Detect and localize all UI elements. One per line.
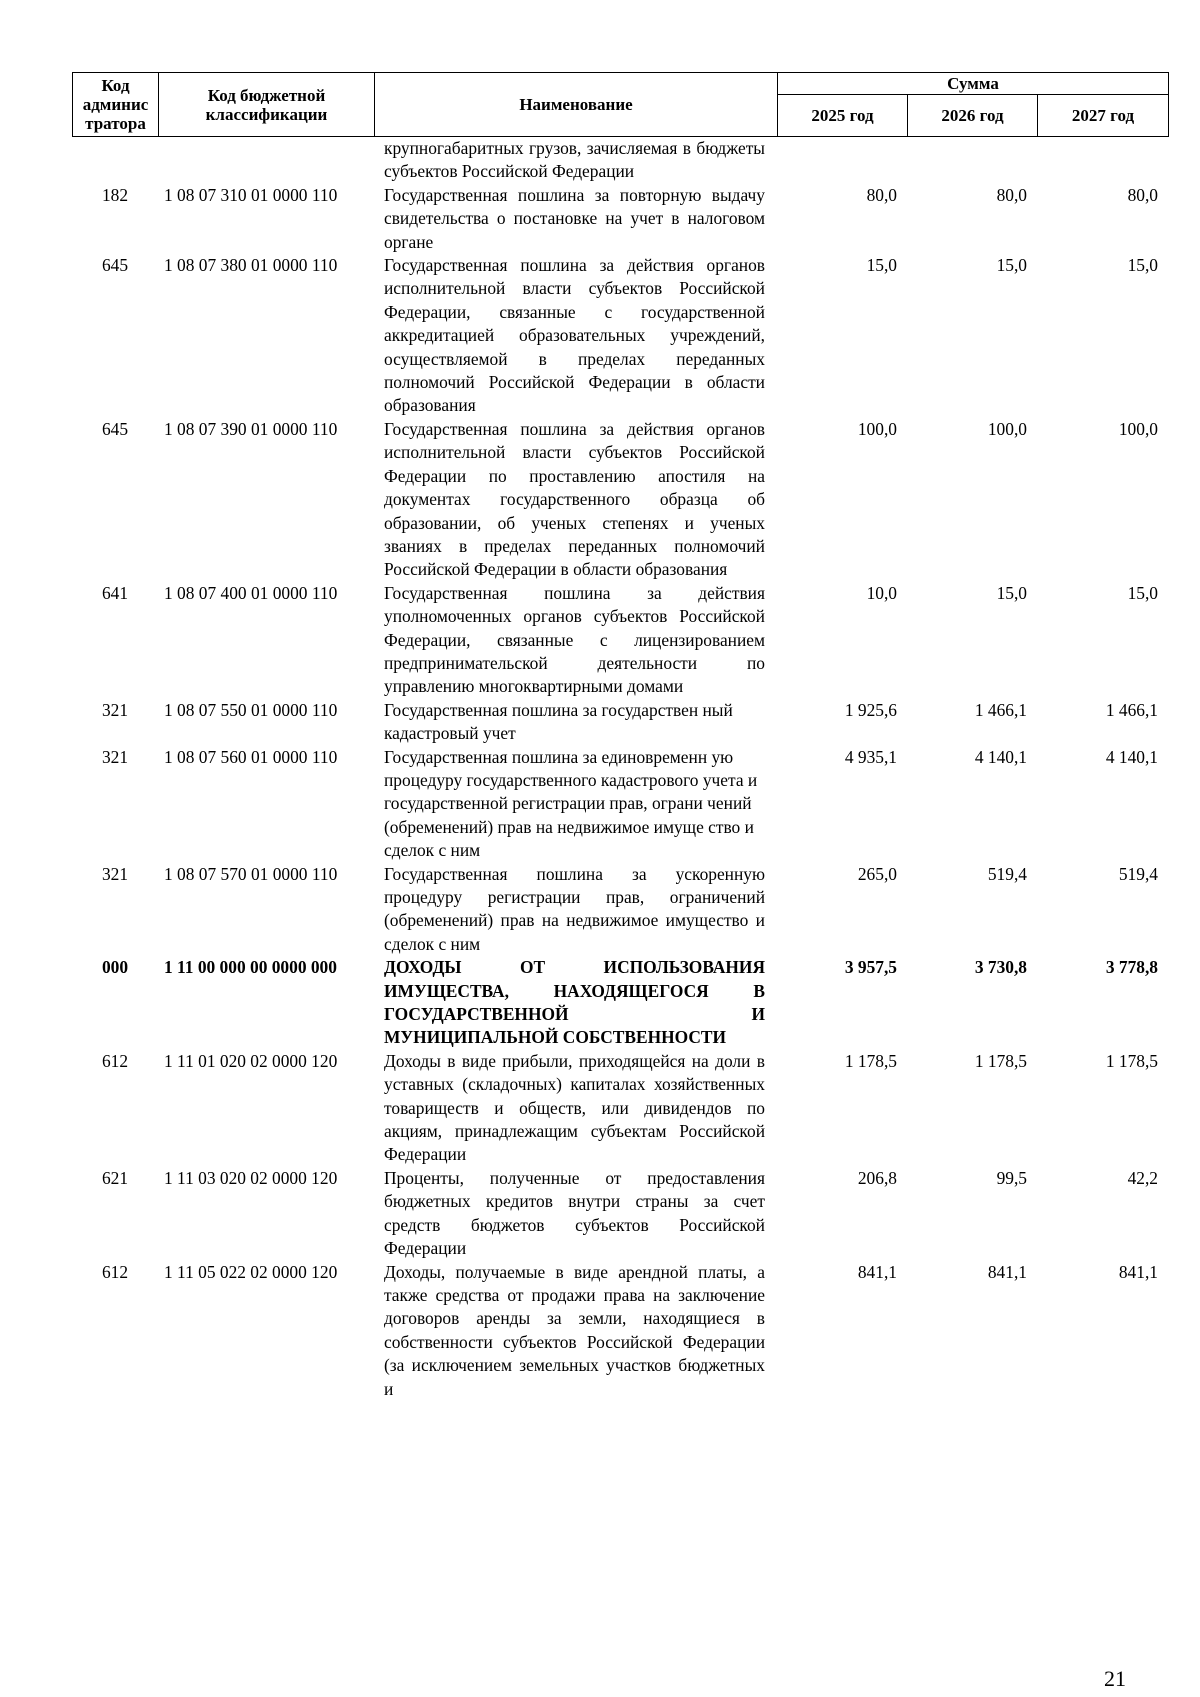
budget-code-cell: 1 08 07 390 01 0000 110 <box>164 418 338 439</box>
admin-code-cell <box>72 137 158 184</box>
amount-2026-cell: 15,0 <box>996 255 1027 276</box>
budget-code-cell: 1 08 07 550 01 0000 110 <box>164 699 338 720</box>
admin-code-cell: 321 <box>101 863 129 884</box>
admin-code-cell: 000 <box>101 957 129 978</box>
admin-code-cell: 641 <box>101 582 129 603</box>
name-cell: Проценты, полученные от предоставления бюджетных кредитов внутри страны за счет средств бюджетов субъектов Российской Федерации <box>384 1167 765 1259</box>
table-row <box>72 1261 1168 1401</box>
header-name: Наименование <box>375 73 778 137</box>
amount-2027-cell: 841,1 <box>1118 1261 1158 1282</box>
amount-2026-cell: 15,0 <box>996 582 1027 603</box>
amount-2025-cell: 4 935,1 <box>844 746 897 767</box>
name-cell: Государственная пошлина за повторную выдачу свидетельства о постановке на учет в налоговом органе <box>384 184 765 252</box>
document-page <box>72 72 1168 1401</box>
name-cell: Доходы в виде прибыли, приходящейся на доли в уставных (складочных) капиталах хозяйственных товариществ и обществ, или дивидендов по акциям, принадлежащим субъектам Российской Федерации <box>384 1050 765 1165</box>
name-cell: Государственная пошлина за действия уполномоченных органов субъектов Российской Федерации, связанные с лицензированием предпринимательской деятельности по управлению многоквартирными домами <box>384 582 765 697</box>
amount-2026-cell: 80,0 <box>996 184 1027 205</box>
amount-2027-cell: 80,0 <box>1127 184 1158 205</box>
amount-2025-cell: 100,0 <box>857 418 897 439</box>
table-row <box>72 137 1168 184</box>
table-row <box>72 184 1168 254</box>
name-cell: крупногабаритных грузов, зачисляемая в бюджеты субъектов Российской Федерации <box>384 138 765 182</box>
table-row <box>72 1050 1168 1167</box>
admin-code-cell: 621 <box>101 1167 129 1188</box>
amount-2026-cell <box>907 137 1037 184</box>
amount-2025-cell: 1 178,5 <box>844 1050 897 1071</box>
admin-code-cell: 645 <box>101 418 129 439</box>
budget-code-cell: 1 08 07 560 01 0000 110 <box>164 746 338 767</box>
admin-code-cell: 182 <box>101 184 129 205</box>
page-number: 21 <box>1104 1666 1126 1691</box>
amount-2025-cell: 206,8 <box>857 1167 897 1188</box>
amount-2025-cell: 841,1 <box>857 1261 897 1282</box>
name-cell: ДОХОДЫ ОТ ИСПОЛЬЗОВАНИЯ ИМУЩЕСТВА, НАХОДЯЩЕГОСЯ В ГОСУДАРСТВЕННОЙ И МУНИЦИПАЛЬНОЙ СОБСТВЕННОСТИ <box>384 957 765 1048</box>
amount-2025-cell: 265,0 <box>857 863 897 884</box>
amount-2026-cell: 1 466,1 <box>974 699 1027 720</box>
header-sum: Сумма <box>778 73 1169 95</box>
amount-2027-cell: 1 178,5 <box>1105 1050 1158 1071</box>
table-row <box>72 863 1168 957</box>
table-row <box>72 254 1168 418</box>
budget-code-cell: 1 11 00 000 00 0000 000 <box>164 957 337 978</box>
name-cell: Государственная пошлина за действия органов исполнительной власти субъектов Российской Федерации по проставлению апостиля на документах государственного образца об образовании, об ученых степенях и ученых званиях в пределах переданных полномочий Российской Федерации в области образования <box>384 418 765 580</box>
amount-2027-cell: 15,0 <box>1127 255 1158 276</box>
table-row <box>72 746 1168 863</box>
name-cell: Доходы, получаемые в виде арендной платы, а также средства от продажи права на заключение договоров аренды за земли, находящиеся в собственности субъектов Российской Федерации (за исключением земельных участков бюджетных и <box>384 1261 765 1399</box>
table-row <box>72 582 1168 699</box>
amount-2026-cell: 841,1 <box>987 1261 1027 1282</box>
amount-2027-cell: 1 466,1 <box>1105 699 1158 720</box>
amount-2027-cell: 15,0 <box>1127 582 1158 603</box>
amount-2027-cell: 4 140,1 <box>1105 746 1158 767</box>
budget-code-cell: 1 08 07 310 01 0000 110 <box>164 184 338 205</box>
admin-code-cell: 645 <box>101 255 129 276</box>
budget-code-cell: 1 08 07 570 01 0000 110 <box>164 863 338 884</box>
header-year-2026: 2026 год <box>908 95 1038 137</box>
amount-2026-cell: 1 178,5 <box>974 1050 1027 1071</box>
header-year-2025: 2025 год <box>778 95 908 137</box>
amount-2025-cell: 3 957,5 <box>844 957 897 978</box>
budget-code-cell: 1 08 07 400 01 0000 110 <box>164 582 338 603</box>
budget-code-cell: 1 08 07 380 01 0000 110 <box>164 255 338 276</box>
header-budget-code: Код бюджетной классификации <box>159 73 375 137</box>
name-cell: Государственная пошлина за действия органов исполнительной власти субъектов Российской Федерации, связанные с государственной аккредитацией образовательных учреждений, осуществляемой в пределах переданных полномочий Российской Федерации в области образования <box>384 255 765 416</box>
name-cell: Государственная пошлина за государствен ный кадастровый учет <box>384 699 733 744</box>
amount-2027-cell: 42,2 <box>1127 1167 1158 1188</box>
amount-2026-cell: 3 730,8 <box>974 957 1027 978</box>
admin-code-cell: 612 <box>101 1050 129 1071</box>
table-row <box>72 1167 1168 1261</box>
name-cell: Государственная пошлина за единовременн ую процедуру государственного кадастрового учета и государственной регистрации прав, ограни чений (обременений) прав на недвижимое имуще ство и сделок с ним <box>384 746 758 861</box>
name-cell: Государственная пошлина за ускоренную процедуру регистрации прав, ограничений (обременений) прав на недвижимое имущество и сделок с ним <box>384 863 765 954</box>
amount-2026-cell: 519,4 <box>987 863 1027 884</box>
amount-2027-cell: 3 778,8 <box>1105 957 1158 978</box>
revenue-table <box>72 137 1168 1401</box>
budget-code-cell <box>158 137 374 184</box>
budget-code-cell: 1 11 03 020 02 0000 120 <box>164 1167 338 1188</box>
budget-code-cell: 1 11 01 020 02 0000 120 <box>164 1050 338 1071</box>
amount-2026-cell: 4 140,1 <box>974 746 1027 767</box>
amount-2025-cell: 10,0 <box>866 582 897 603</box>
amount-2025-cell: 80,0 <box>866 184 897 205</box>
amount-2025-cell <box>777 137 907 184</box>
amount-2027-cell: 100,0 <box>1118 418 1158 439</box>
amount-2025-cell: 1 925,6 <box>844 699 897 720</box>
amount-2026-cell: 100,0 <box>987 418 1027 439</box>
amount-2027-cell: 519,4 <box>1118 863 1158 884</box>
table-row <box>72 699 1168 746</box>
amount-2025-cell: 15,0 <box>866 255 897 276</box>
table-row <box>72 956 1168 1050</box>
header-year-2027: 2027 год <box>1038 95 1169 137</box>
table-row <box>72 418 1168 582</box>
table-header <box>72 72 1169 137</box>
header-admin-code: Код админис тратора <box>73 73 159 137</box>
budget-code-cell: 1 11 05 022 02 0000 120 <box>164 1261 338 1282</box>
amount-2027-cell <box>1037 137 1168 184</box>
amount-2026-cell: 99,5 <box>996 1167 1027 1188</box>
admin-code-cell: 321 <box>101 746 129 767</box>
admin-code-cell: 612 <box>101 1261 129 1282</box>
admin-code-cell: 321 <box>101 699 129 720</box>
